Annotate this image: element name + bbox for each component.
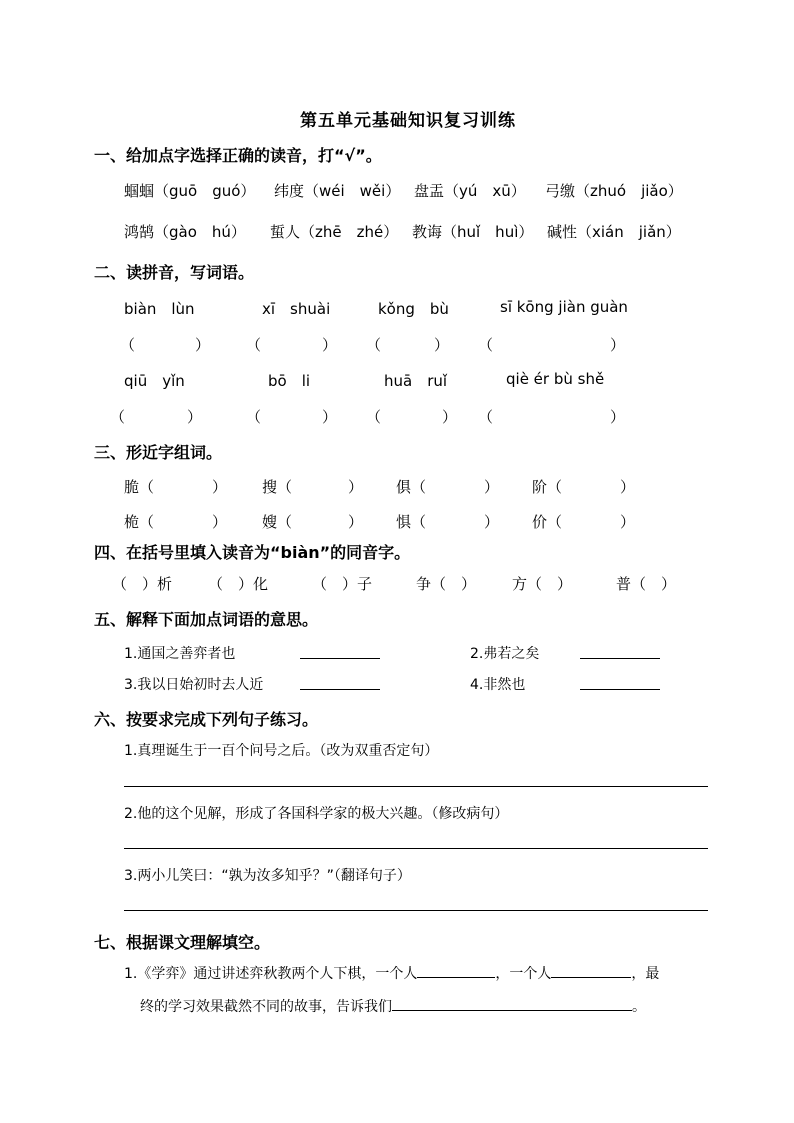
s4-item-6: 普（ ） bbox=[616, 575, 677, 593]
s4-item-3: （ ）子 bbox=[312, 575, 373, 593]
s1-r1-item-2: 纬度（wéi wěi） bbox=[274, 182, 401, 200]
s2-pinyin-4: sī kōng jiàn guàn bbox=[500, 298, 628, 316]
s2-paren-close: ） bbox=[322, 408, 338, 426]
s5-item-1: 1.通国之善弈者也 bbox=[124, 646, 236, 662]
s2-paren-open: （ bbox=[110, 408, 126, 426]
s2-paren-close: ） bbox=[195, 336, 211, 354]
s2-paren-close: ） bbox=[187, 408, 203, 426]
section-1-heading: 一、给加点字选择正确的读音，打“√”。 bbox=[94, 146, 382, 165]
s3-r1-close-1: ） bbox=[212, 478, 228, 496]
s3-r2-close-2: ） bbox=[348, 513, 364, 531]
s2-paren-open: （ bbox=[478, 336, 494, 354]
section-3-heading: 三、形近字组词。 bbox=[94, 443, 223, 462]
s5-answer-line-3[interactable] bbox=[300, 689, 380, 690]
s2-paren-close: ） bbox=[610, 336, 626, 354]
s1-r2-item-4: 碱性（xián jiǎn） bbox=[547, 223, 681, 241]
s7-blank-2[interactable] bbox=[551, 963, 631, 978]
s6-answer-line-3[interactable] bbox=[124, 910, 708, 911]
s2-paren-close: ） bbox=[434, 336, 450, 354]
page-title: 第五单元基础知识复习训练 bbox=[300, 111, 516, 131]
s5-answer-line-2[interactable] bbox=[580, 658, 660, 659]
s3-r2-char-4: 价（ bbox=[532, 513, 563, 531]
s1-r2-item-2: 蜇人（zhē zhé） bbox=[270, 223, 399, 241]
s7-line-2-part-b: 。 bbox=[632, 999, 646, 1015]
s3-r1-char-4: 阶（ bbox=[532, 478, 563, 496]
s2-pinyin-6: bō li bbox=[268, 372, 311, 390]
s2-pinyin-2: xī shuài bbox=[262, 300, 331, 318]
s2-paren-open: （ bbox=[366, 408, 382, 426]
s1-r2-item-1: 鸿鹄（gào hú） bbox=[124, 223, 246, 241]
s3-r2-close-1: ） bbox=[212, 513, 228, 531]
s2-paren-close: ） bbox=[322, 336, 338, 354]
s4-item-5: 方（ ） bbox=[512, 575, 573, 593]
s5-item-2: 2.弗若之矣 bbox=[470, 646, 540, 662]
s6-item-2: 2.他的这个见解，形成了各国科学家的极大兴趣。（修改病句） bbox=[124, 806, 509, 822]
s1-r1-item-3: 盘盂（yú xū） bbox=[414, 182, 526, 200]
s3-r1-close-4: ） bbox=[620, 478, 636, 496]
s3-r2-close-3: ） bbox=[484, 513, 500, 531]
s2-paren-open: （ bbox=[478, 408, 494, 426]
s2-pinyin-3: kǒng bù bbox=[378, 300, 449, 318]
s7-line-1-part-b: ，一个人 bbox=[495, 966, 552, 982]
section-4-heading: 四、在括号里填入读音为“biàn”的同音字。 bbox=[94, 543, 411, 562]
s7-blank-3[interactable] bbox=[392, 996, 632, 1011]
s2-pinyin-1: biàn lùn bbox=[124, 300, 195, 318]
s1-r2-item-3: 教诲（huǐ huì） bbox=[412, 223, 534, 241]
s2-pinyin-5: qiū yǐn bbox=[124, 372, 185, 390]
s3-r2-char-1: 桅（ bbox=[124, 513, 155, 531]
s5-answer-line-4[interactable] bbox=[580, 689, 660, 690]
s3-r1-close-3: ） bbox=[484, 478, 500, 496]
s1-r1-item-1: 蝈蝈（guō guó） bbox=[124, 182, 256, 200]
s1-r1-item-4: 弓缴（zhuó jiǎo） bbox=[545, 182, 683, 200]
s3-r2-char-3: 惧（ bbox=[396, 513, 427, 531]
section-5-heading: 五、解释下面加点词语的意思。 bbox=[94, 610, 319, 629]
s3-r2-char-2: 嫂（ bbox=[262, 513, 293, 531]
s3-r2-close-4: ） bbox=[620, 513, 636, 531]
s3-r1-char-3: 俱（ bbox=[396, 478, 427, 496]
s5-item-3: 3.我以日始初时去人近 bbox=[124, 677, 264, 693]
s7-blank-1[interactable] bbox=[417, 963, 495, 978]
s3-r1-char-1: 脆（ bbox=[124, 478, 155, 496]
s2-pinyin-7: huā ruǐ bbox=[384, 372, 448, 390]
s6-item-1: 1.真理诞生于一百个问号之后。（改为双重否定句） bbox=[124, 743, 439, 759]
s6-answer-line-1[interactable] bbox=[124, 786, 708, 787]
s4-item-4: 争（ ） bbox=[416, 575, 477, 593]
section-6-heading: 六、按要求完成下列句子练习。 bbox=[94, 710, 319, 729]
s7-line-2-part-a: 终的学习效果截然不同的故事，告诉我们 bbox=[140, 999, 392, 1015]
s7-line-2 bbox=[140, 996, 646, 1016]
s2-paren-open: （ bbox=[246, 336, 262, 354]
s3-r1-close-2: ） bbox=[348, 478, 364, 496]
s6-item-3: 3.两小儿笑曰：“孰为汝多知乎？”（翻译句子） bbox=[124, 868, 411, 884]
s2-pinyin-8: qiè ér bù shě bbox=[506, 370, 605, 388]
s2-paren-open: （ bbox=[366, 336, 382, 354]
section-2-heading: 二、读拼音，写词语。 bbox=[94, 263, 255, 282]
s4-item-2: （ ）化 bbox=[208, 575, 269, 593]
s3-r1-char-2: 搜（ bbox=[262, 478, 293, 496]
s2-paren-close: ） bbox=[442, 408, 458, 426]
s2-paren-open: （ bbox=[246, 408, 262, 426]
section-7-heading: 七、根据课文理解填空。 bbox=[94, 933, 271, 952]
s2-paren-close: ） bbox=[610, 408, 626, 426]
s4-item-1: （ ）析 bbox=[112, 575, 173, 593]
s7-line-1-part-a: 1.《学弈》通过讲述弈秋教两个人下棋，一个人 bbox=[124, 966, 418, 982]
s6-answer-line-2[interactable] bbox=[124, 848, 708, 849]
s2-paren-open: （ bbox=[120, 336, 136, 354]
s7-line-1-part-c: ，最 bbox=[631, 966, 660, 982]
s5-item-4: 4.非然也 bbox=[470, 677, 526, 693]
s5-answer-line-1[interactable] bbox=[300, 658, 380, 659]
s7-line-1 bbox=[124, 963, 659, 983]
